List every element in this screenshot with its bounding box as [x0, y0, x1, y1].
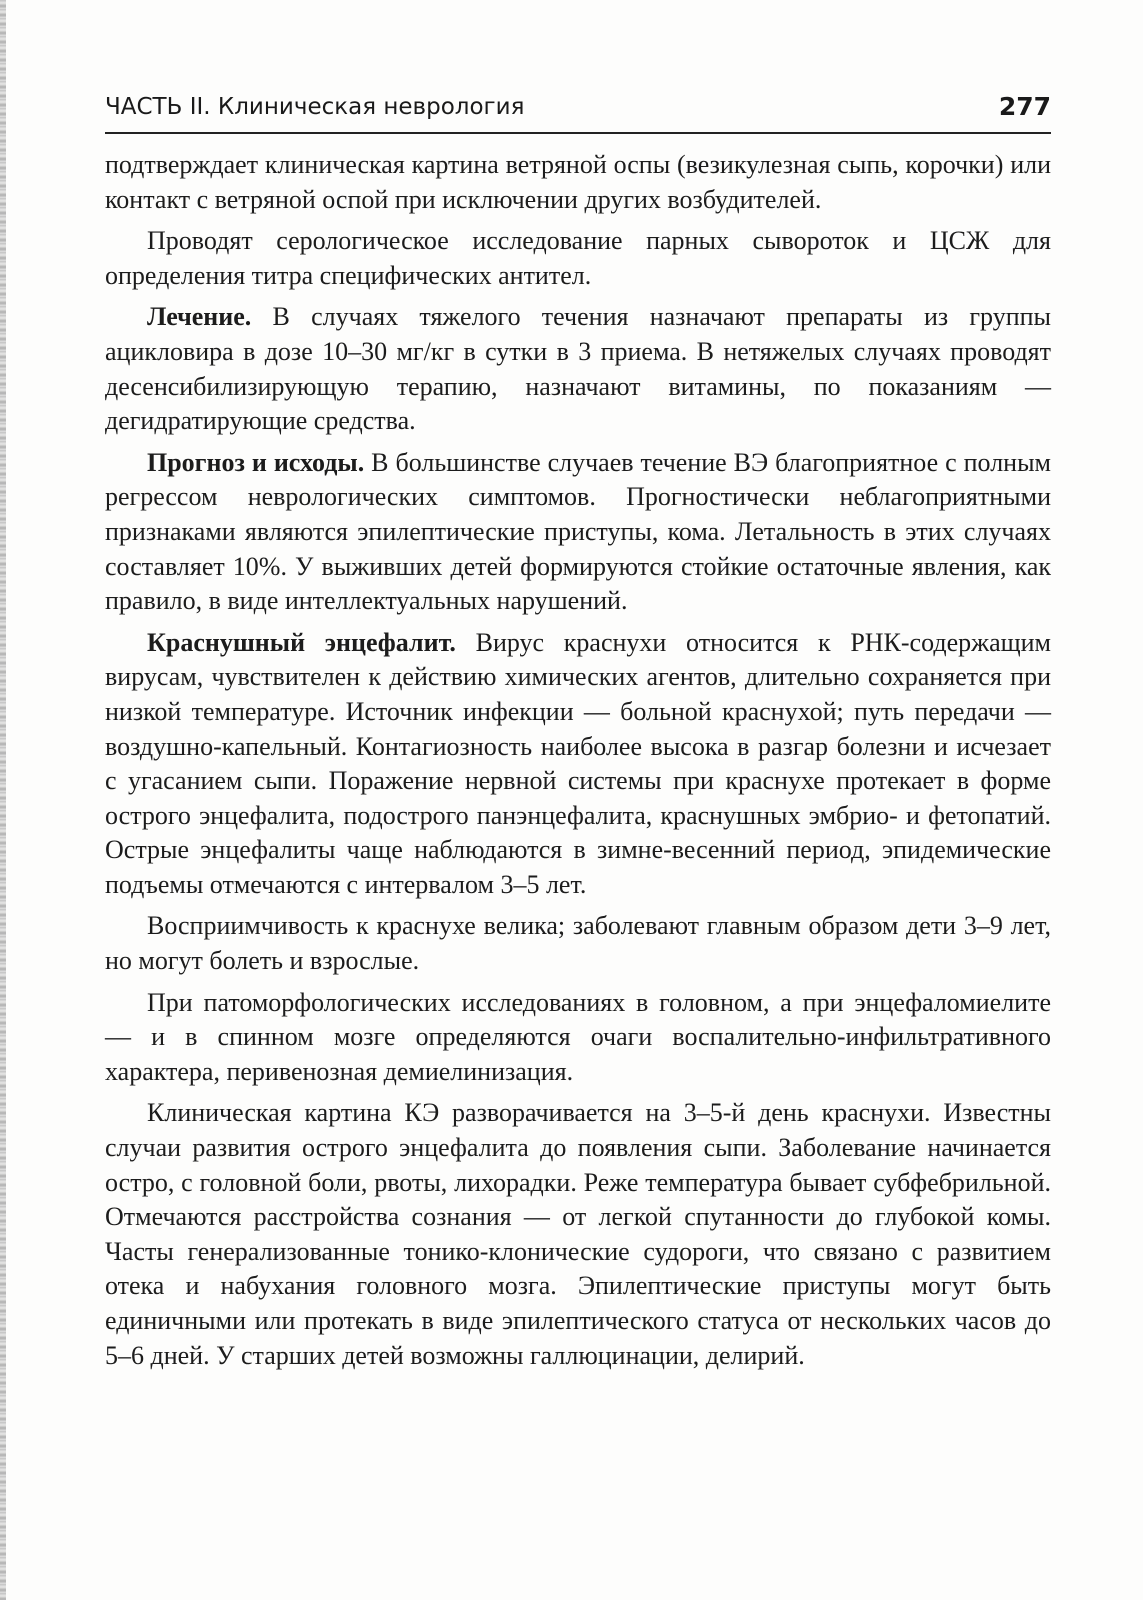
paragraph-lead: Прогноз и исходы.	[147, 447, 365, 477]
paragraph-text: В случаях тяжелого течения назначают препараты из группы ацикловира в дозе 10–30 мг/кг в сутки в 3 приема. В нетяжелых случаях проводят десенсибилизирующую терапию, назначают витамины, по показаниям — дегидратирующие средства.	[105, 302, 1051, 436]
page-spine-shadow	[0, 0, 6, 1600]
paragraph-text: В большинстве случаев течение ВЭ благоприятное с полным регрессом неврологических симптомов. Прогностически неблагоприятными признаками являются эпилептические приступы, кома. Летальность в этих случаях составляет 10%. У выживших детей формируются стойкие остаточные явления, как правило, в виде интеллектуальных нарушений.	[105, 447, 1052, 616]
body-text	[105, 148, 1051, 1380]
paragraph-text: Восприимчивость к краснухе велика; заболевают главным образом дети 3–9 лет, но могут болеть и взрослые.	[105, 911, 1051, 976]
paragraph-text: Клиническая картина КЭ разворачивается на 3–5-й день краснухи. Известны случаи развития острого энцефалита до появления сыпи. Заболевание начинается остро, с головной боли, рвоты, лихорадки. Реже температура бывает субфебрильной. Отмечаются расстройства сознания — от легкой спутанности до глубокой комы. Часты генерализованные тонико-клонические судороги, что связано с развитием отека и набухания головного мозга. Эпилептические приступы могут быть единичными или протекать в виде эпилептического статуса от нескольких часов до 5–6 дней. У старших детей возможны галлюцинации, делирий.	[105, 1098, 1051, 1370]
paragraph-lead: Лечение.	[147, 302, 252, 332]
paragraph-prognosis	[105, 446, 1051, 619]
paragraph-clinical-picture	[105, 1096, 1051, 1373]
paragraph-text: подтверждает клиническая картина ветряной оспы (везикулезная сыпь, корочки) или контакт с ветряной оспой при исключении других возбудителей.	[105, 150, 1051, 214]
paragraph-lead: Краснушный энцефалит.	[147, 627, 456, 657]
page-number: 277	[998, 92, 1051, 121]
running-title: ЧАСТЬ II. Клиническая неврология	[105, 94, 525, 120]
paragraph-treatment	[105, 300, 1051, 438]
paragraph-susceptibility	[105, 909, 1051, 978]
paragraph-text: При патоморфологических исследованиях в головном, а при энцефаломиелите — и в спинном мозге определяются очаги воспалительно-инфильтративного характера, перивенозная демиелинизация.	[105, 987, 1051, 1086]
page-header	[105, 92, 1051, 134]
paragraph-text: Проводят серологическое исследование парных сывороток и ЦСЖ для определения титра специфических антител.	[105, 226, 1051, 290]
paragraph-serology	[105, 224, 1051, 293]
paragraph-continuation	[105, 148, 1051, 217]
paragraph-pathomorphology	[105, 986, 1051, 1090]
paragraph-text: Вирус краснухи относится к РНК-содержащим вирусам, чувствителен к действию химических агентов, длительно сохраняется при низкой температуре. Источник инфекции — больной краснухой; путь передачи — воздушно-капельный. Контагиозность наиболее высока в разгар болезни и исчезает с угасанием сыпи. Поражение нервной системы при краснухе протекает в форме острого энцефалита, подострого панэнцефалита, краснушных эмбрио- и фетопатий. Острые энцефалиты чаще наблюдаются в зимне-весенний период, эпидемические подъемы отмечаются с интервалом 3–5 лет.	[105, 627, 1052, 899]
paragraph-rubella-encephalitis	[105, 626, 1051, 903]
